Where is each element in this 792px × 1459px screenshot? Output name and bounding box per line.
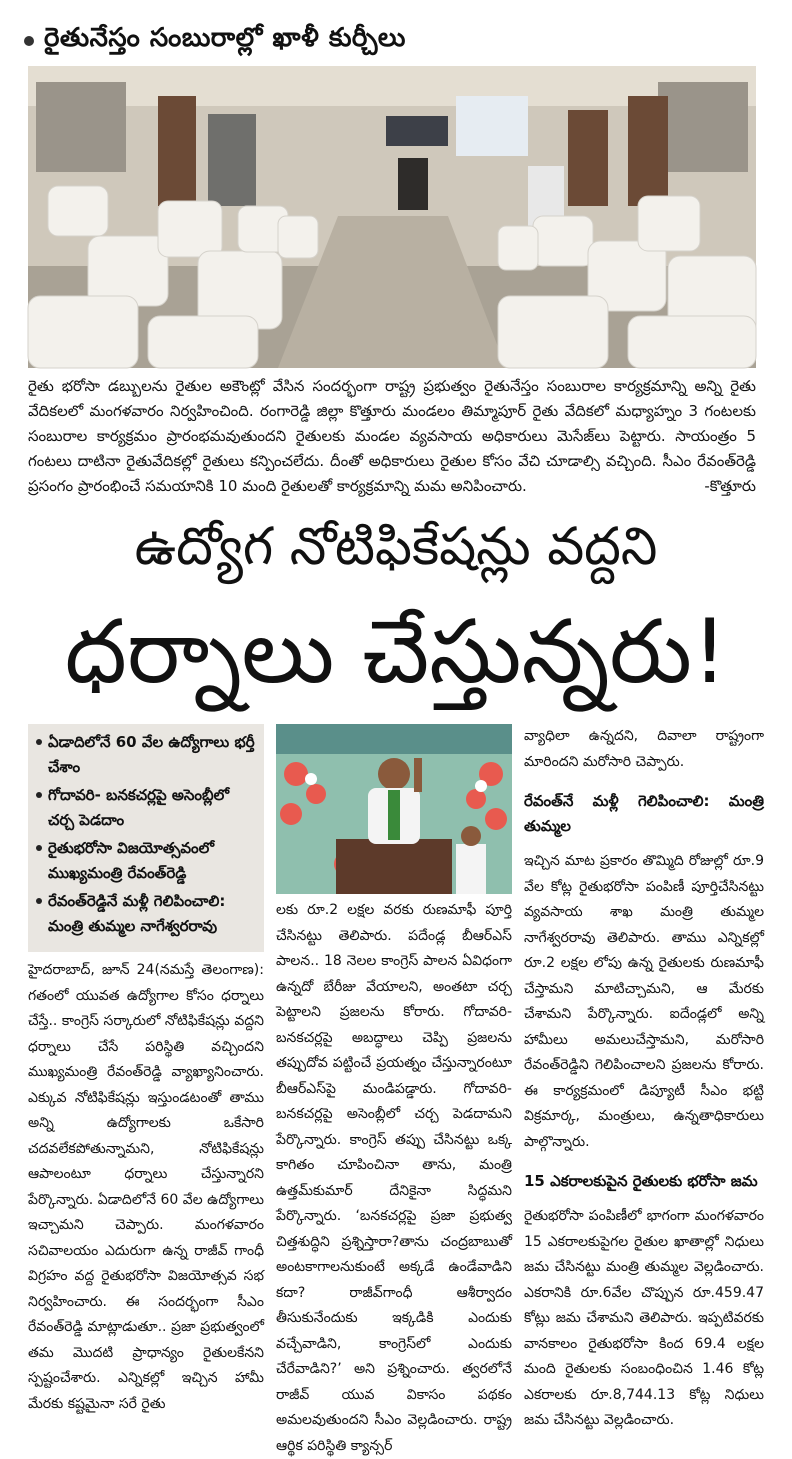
top-story-headline: రైతునేస్తం సంబురాల్లో ఖాళీ కుర్చీలు — [44, 23, 406, 53]
highlight-item: రైతుభరోసా విజయోత్సవంలో ముఖ్యమంత్రి రేవంత్‌రెడ్డి — [36, 836, 260, 886]
cm-speech-photo — [276, 724, 512, 894]
hall-photo-illustration — [28, 66, 756, 368]
main-headline-line1: ఉద్యోగ నోటిఫికేషన్లు వద్దని — [134, 517, 658, 577]
article-paragraph: ఇచ్చిన మాట ప్రకారం తొమ్మిది రోజుల్లో రూ.9 వేల కోట్ల రైతుభరోసా పంపిణీ పూర్తిచేసినట్టు వ్యవసాయ శాఖ మంత్రి తుమ్మల నాగేశ్వరరావు తెలిపారు. తాము ఎన్నికల్లో రూ.2 లక్షల లోపు ఉన్న రైతులకు రుణమాఫీ చేస్తామని మాటిచ్చామని, ఆ మేరకు చేశామని పేర్కొన్నారు. ఐదేండ్లలో అన్ని హామీలు అమలుచేస్తామని, మరోసారి రేవంత్‌రెడ్డిని గెలిపించాలని ప్రజలను కోరారు. ఈ కార్యక్రమంలో డిప్యూటీ సీఎం భట్టి విక్రమార్క, మంత్రులు, ఉన్నతాధికారులు పాల్గొన్నారు. — [524, 853, 764, 1150]
article-column-left — [28, 958, 264, 1417]
subheading-15-acres: 15 ఎకరాలకుపైన రైతులకు భరోసా జమ — [524, 1172, 758, 1190]
main-headline-line2: ధర్నాలు చేస్తున్నరు! — [64, 600, 728, 703]
empty-chairs-photo — [28, 66, 756, 368]
highlights-box — [28, 724, 264, 952]
bullet-icon — [24, 36, 34, 46]
bullet-icon — [36, 898, 48, 939]
bullet-icon — [36, 739, 48, 780]
subheading-tummala: రేవంత్‌నే మళ్లీ గెలిపించాలి: మంత్రి తుమ్మల — [524, 792, 764, 835]
highlight-item: ఏడాదిలోనే 60 వేల ఉద్యోగాలు భర్తీ చేశాం — [36, 730, 260, 780]
top-story-header — [18, 18, 418, 64]
article-paragraph: వ్యాధిలా ఉన్నదని, దివాలా రాష్ట్రంగా మారిందని మరోసారి చెప్పారు. — [524, 728, 764, 770]
article-paragraph: హైదరాబాద్, జూన్ 24(నమస్తే తెలంగాణ): గతంలో యువత ఉద్యోగాల కోసం ధర్నాలు చేస్తే.. కాంగ్రెస్ సర్కారులో నోటిఫికేషన్లు వద్దని ధర్నాలు చేసే పరిస్థితి వచ్చిందని ముఖ్యమంత్రి రేవంత్‌రెడ్డి వ్యాఖ్యానించారు. ఎక్కువ నోటిఫికేషన్లు ఇస్తుండటంతో తాము అన్ని ఉద్యోగాలకు ఒకేసారి చదవలేకపోతున్నామని, నోటిఫికేషన్లు ఆపాలంటూ ధర్నాలు చేస్తున్నారని పేర్కొన్నారు. ఏడాదిలోనే 60 వేల ఉద్యోగాలు ఇచ్చామని చెప్పారు. మంగళవారం సచివాలయం ఎదురుగా ఉన్న రాజీవ్ గాంధీ విగ్రహం వద్ద రైతుభరోసా విజయోత్సవ సభ నిర్వహించారు. ఈ సందర్భంగా సీఎం రేవంత్‌రెడ్డి మాట్లాడుతూ.. ప్రజా ప్రభుత్వంలో తమ మొదటి ప్రాధాన్యం రైతులకేనని స్పష్టంచేశారు. ఎన్నికల్లో ఇచ్చిన హామీ మేరకు కష్టమైనా సరే రైతు — [28, 962, 264, 1412]
article-column-right — [524, 724, 764, 1434]
caption-credit: -కొత్తూరు — [704, 477, 756, 495]
article-paragraph: లకు రూ.2 లక్షల వరకు రుణమాఫీ పూర్తి చేసినట్టు తెలిపారు. పదేండ్ల బీఆర్ఎస్ పాలన.. 18 నెలల కాంగ్రెస్ పాలన ఏవిధంగా ఉన్నదో బేరీజు వేయాలని, అంతటా చర్చ పెట్టాలని ప్రజలను కోరారు. గోదావరి-బనకచర్లపై అబద్ధాలు చెప్పి ప్రజలను తప్పుదోవ పట్టించే ప్రయత్నం చేస్తున్నారంటూ బీఆర్ఎస్‌పై మండిపడ్డారు. గోదావరి-బనకచర్లపై అసెంబ్లీలో చర్చ పెడదామని పేర్కొన్నారు. కాంగ్రెస్ తప్పు చేసినట్టు ఒక్క కాగితం చూపించినా తాను, మంత్రి ఉత్తమ్‌కుమార్ దేనికైనా సిద్ధమని పేర్కొన్నారు. ‘బనకచర్లపై ప్రజా ప్రభుత్వ చిత్తశుద్ధిని ప్రశ్నిస్తారా?తాను చంద్రబాబుతో అంటకాగాలనుకుంటే అక్కడే ఉండేవాడిని కదా? రాజీవ్‌గాంధీ ఆశీర్వాదం తీసుకునేందుకు ఇక్కడికి ఎందుకు వచ్చేవాడిని, కాంగ్రెస్‌లో ఎందుకు చేరేవాడిని?’ అని ప్రశ్నించారు. త్వరలోనే రాజీవ్ యువ వికాసం పథకం అమలవుతుందని సీఎం వెల్లడించారు. రాష్ట్ర ఆర్థిక పరిస్థితి క్యాన్సర్ — [276, 902, 512, 1454]
bullet-icon — [36, 792, 48, 833]
speaker-photo-illustration — [276, 724, 512, 894]
photo-caption — [28, 374, 756, 499]
article-column-middle — [276, 898, 512, 1459]
caption-text: రైతు భరోసా డబ్బులను రైతుల అకౌంట్లో వేసిన సందర్భంగా రాష్ట్ర ప్రభుత్వం రైతునేస్తం సంబురాల కార్యక్రమాన్ని అన్ని రైతు వేదికలలో మంగళవారం నిర్వహించింది. రంగారెడ్డి జిల్లా కొత్తూరు మండలం తిమ్మాపూర్ రైతు వేదికలో మధ్యాహ్నం 3 గంటలకు సంబురాల కార్యక్రమం ప్రారంభమవుతుందని రైతులకు మండల వ్యవసాయ అధికారులు మెసేజ్‌లు పెట్టారు. సాయంత్రం 5 గంటలు దాటినా రైతువేదికల్లో రైతులు కన్పించలేదు. దీంతో అధికారులు రైతుల కోసం వేచి చూడాల్సి వచ్చింది. సీఎం రేవంత్‌రెడ్డి ప్రసంగం ప్రారంభించే సమయానికి 10 మంది రైతులతో కార్యక్రమాన్ని మమ అనిపించారు. — [28, 377, 756, 495]
bullet-icon — [36, 845, 48, 886]
article-paragraph: రైతుభరోసా పంపిణీలో భాగంగా మంగళవారం 15 ఎకరాలకుపైగల రైతుల ఖాతాల్లో నిధులు జమ చేసినట్టు మంత్రి తుమ్మల వెల్లడించారు. ఎకరానికి రూ.6వేల చొప్పున రూ.459.47 కోట్లు జమ చేశామని తెలిపారు. ఇప్పటివరకు వానకాలం రైతుభరోసా కింద 69.4 లక్షల మంది రైతులకు సంబంధించిన 1.46 కోట్ల ఎకరాలకు రూ.8,744.13 కోట్ల నిధులు జమ చేసినట్టు వెల్లడించారు. — [524, 1208, 764, 1428]
highlight-item: గోదావరి- బనకచర్లపై అసెంబ్లీలో చర్చ పెడదాం — [36, 783, 260, 833]
highlight-item: రేవంత్‌రెడ్డినే మళ్లీ గెలిపించాలి: మంత్రి తుమ్మల నాగేశ్వరరావు — [36, 889, 260, 939]
